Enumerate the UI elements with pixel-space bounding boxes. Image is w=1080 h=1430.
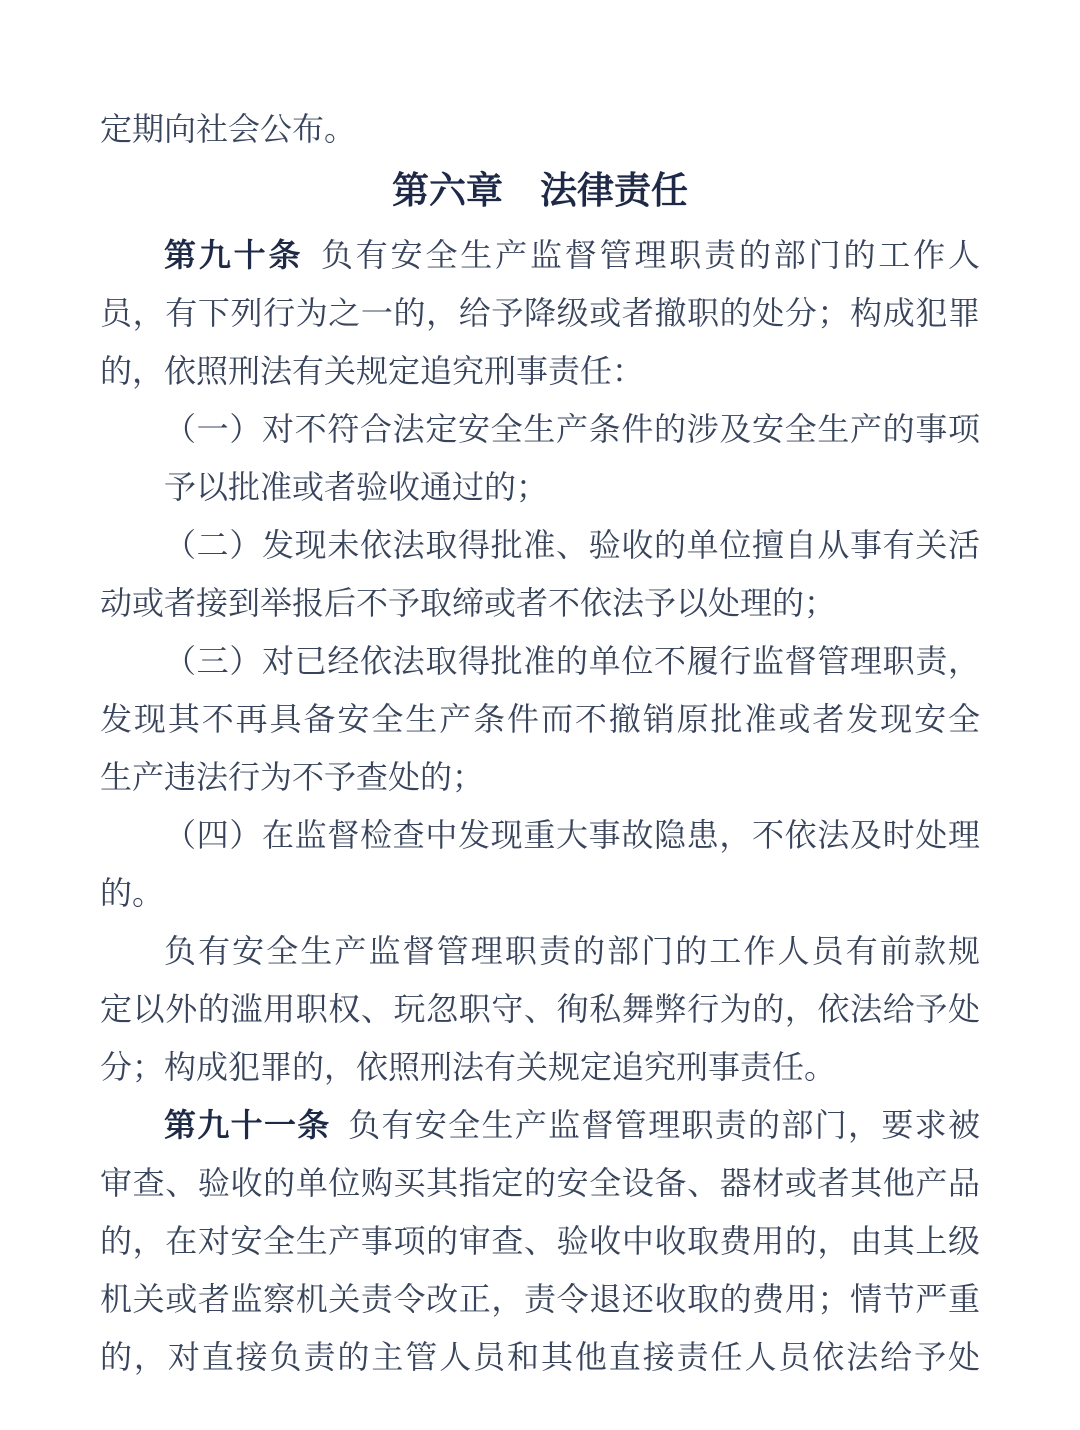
document-line: （三）对已经依法取得批准的单位不履行监督管理职责， (164, 643, 980, 679)
document-line: 员，有下列行为之一的，给予降级或者撤职的处分；构成犯罪 (100, 295, 980, 331)
document-line: （四）在监督检查中发现重大事故隐患，不依法及时处理 (164, 817, 980, 853)
document-line-text: 负有安全生产监督管理职责的部门，要求被 (348, 1107, 980, 1143)
document-line: 动或者接到举报后不予取缔或者不依法予以处理的； (100, 585, 837, 621)
document-line: 发现其不再具备安全生产条件而不撤销原批准或者发现安全 (100, 701, 980, 737)
document-line: 的。 (100, 875, 165, 911)
document-line: 予以批准或者验收通过的； (164, 469, 549, 505)
article-number: 第九十一条 (164, 1107, 331, 1143)
document-line: （二）发现未依法取得批准、验收的单位擅自从事有关活 (164, 527, 980, 563)
document-line: （一）对不符合法定安全生产条件的涉及安全生产的事项 (164, 411, 980, 447)
document-line-text: 负有安全生产监督管理职责的部门的工作人 (320, 237, 980, 273)
document-line: 审查、验收的单位购买其指定的安全设备、器材或者其他产品 (100, 1165, 980, 1201)
document-line: 负有安全生产监督管理职责的部门的工作人员有前款规 (164, 933, 980, 969)
article-90-opening-line (100, 226, 980, 284)
document-line: 机关或者监察机关责令改正，责令退还收取的费用；情节严重 (100, 1281, 980, 1317)
document-line: 分；构成犯罪的，依照刑法有关规定追究刑事责任。 (100, 1049, 837, 1085)
document-line: 生产违法行为不予查处的； (100, 759, 485, 795)
document-line: 的，对直接负责的主管人员和其他直接责任人员依法给予处 (100, 1339, 980, 1375)
chapter-heading: 第六章 法律责任 (392, 170, 688, 211)
document-line: 定期向社会公布。 (100, 111, 357, 147)
document-line: 定以外的滥用职权、玩忽职守、徇私舞弊行为的，依法给予处 (100, 991, 980, 1027)
document-line: 的，在对安全生产事项的审查、验收中收取费用的，由其上级 (100, 1223, 980, 1259)
document-line: 的，依照刑法有关规定追究刑事责任： (100, 353, 645, 389)
article-number: 第九十条 (164, 237, 304, 273)
article-91-opening-line (100, 1096, 980, 1154)
